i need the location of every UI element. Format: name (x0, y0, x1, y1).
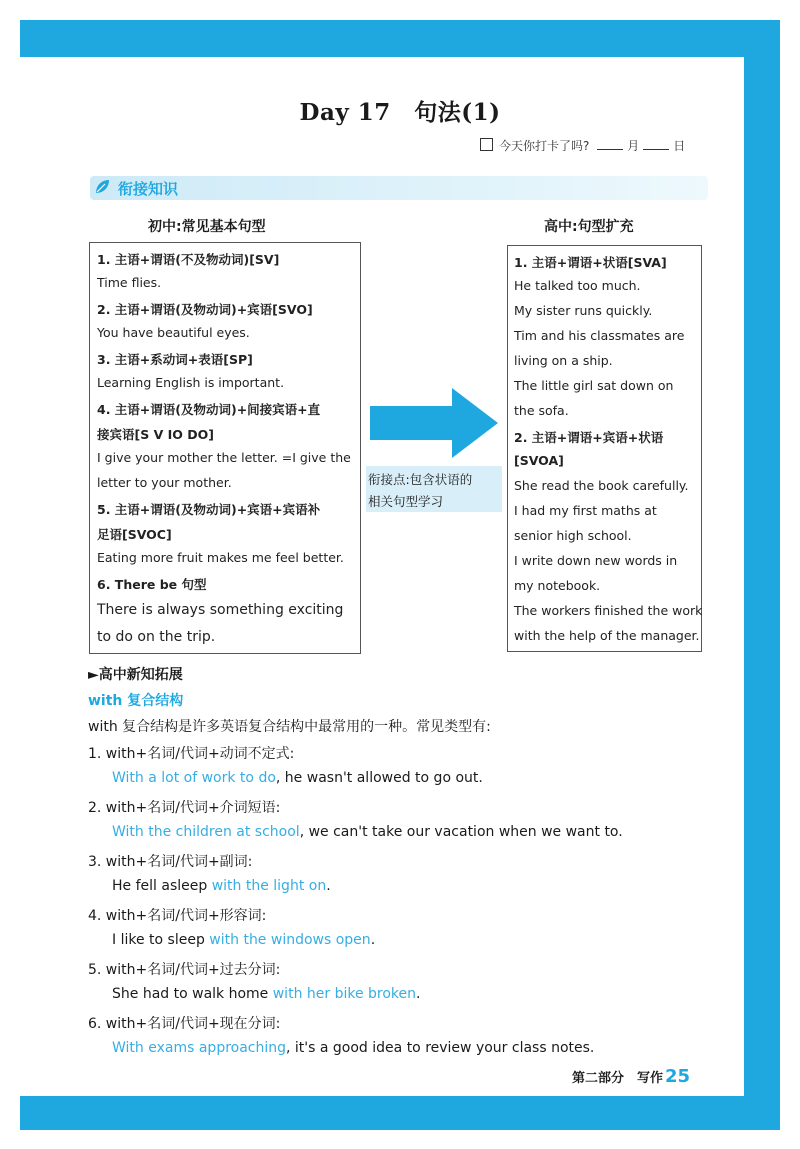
right-border-bar (744, 20, 780, 1130)
structure-item: 2. with+名词/代词+介词短语: (88, 800, 281, 816)
pattern-line: There is always something exciting (97, 602, 344, 618)
section-title: 衔接知识 (118, 180, 179, 198)
extension-heading: ►高中新知拓展 (88, 667, 183, 683)
day-blank (643, 149, 669, 150)
pattern-line: 6. There be 句型 (97, 577, 207, 592)
pattern-line: with the help of the manager. (514, 628, 700, 643)
bridge-note (366, 466, 502, 512)
example-sentence: With a lot of work to do, he wasn't allowed to go out. (112, 770, 483, 786)
pattern-line: senior high school. (514, 528, 632, 543)
checkin-line (480, 137, 685, 154)
pattern-line: 3. 主语+系动词+表语[SP] (97, 352, 253, 367)
structure-item: 4. with+名词/代词+形容词: (88, 908, 267, 924)
pattern-line: You have beautiful eyes. (97, 325, 250, 340)
pattern-line: My sister runs quickly. (514, 303, 653, 318)
example-sentence: I like to sleep with the windows open. (112, 932, 376, 948)
page-footer (572, 1066, 690, 1087)
highlighted-phrase: with the windows open (209, 932, 371, 948)
day-label: 日 (673, 139, 686, 153)
example-sentence: He fell asleep with the light on. (112, 878, 331, 894)
section-header (90, 176, 708, 200)
bridge-note-line: 相关句型学习 (368, 494, 444, 509)
top-border-bar (20, 20, 780, 57)
highlighted-phrase: with her bike broken (272, 986, 417, 1002)
pattern-line: 2. 主语+谓语+宾语+状语 (514, 430, 664, 445)
highlighted-phrase: With a lot of work to do (112, 770, 276, 786)
bridge-note-line: 衔接点:包含状语的 (368, 472, 473, 487)
pattern-line: living on a ship. (514, 353, 613, 368)
highlighted-phrase: With exams approaching (112, 1040, 287, 1056)
month-label: 月 (627, 139, 640, 153)
pattern-line: Time flies. (97, 275, 162, 290)
pattern-line: The workers finished the work (514, 603, 703, 618)
pattern-line: 1. 主语+谓语(不及物动词)[SV] (97, 252, 280, 267)
example-sentence: She had to walk home with her bike broken. (112, 986, 421, 1002)
pattern-line: I give your mother the letter. =I give the (97, 450, 351, 465)
highlighted-phrase: with the light on (211, 878, 327, 894)
senior-patterns-box (507, 245, 702, 652)
highlighted-phrase: With the children at school (112, 824, 300, 840)
example-sentence: With the children at school, we can't take our vacation when we want to. (112, 824, 623, 840)
pattern-line: I had my first maths at (514, 503, 657, 518)
pattern-line: Tim and his classmates are (514, 328, 685, 343)
pattern-line: letter to your mother. (97, 475, 232, 490)
pattern-line: my notebook. (514, 578, 601, 593)
pattern-line: 1. 主语+谓语+状语[SVA] (514, 255, 667, 270)
pattern-line: 接宾语[S V IO DO] (97, 427, 214, 442)
pattern-line: Learning English is important. (97, 375, 285, 390)
extension-intro: with 复合结构是许多英语复合结构中最常用的一种。常见类型有: (88, 719, 491, 735)
pattern-line: 2. 主语+谓语(及物动词)+宾语[SVO] (97, 302, 313, 317)
pattern-line: Eating more fruit makes me feel better. (97, 550, 344, 565)
structure-item: 3. with+名词/代词+副词: (88, 854, 253, 870)
extension-subheading: with 复合结构 (88, 693, 184, 709)
pattern-line: I write down new words in (514, 553, 678, 568)
footer-text: 第二部分 写作 (572, 1071, 664, 1086)
leaf-icon (94, 179, 110, 195)
page-title: Day 17 句法(1) (299, 99, 501, 126)
junior-patterns-box (89, 242, 361, 654)
bottom-border-bar (20, 1096, 780, 1130)
left-column-heading: 初中:常见基本句型 (148, 219, 266, 235)
pattern-line: to do on the trip. (97, 629, 216, 645)
page-number: 25 (665, 1066, 691, 1087)
structure-item: 1. with+名词/代词+动词不定式: (88, 746, 295, 762)
pattern-line: 4. 主语+谓语(及物动词)+间接宾语+直 (97, 402, 321, 417)
pattern-line: 足语[SVOC] (97, 527, 172, 542)
example-sentence: With exams approaching, it's a good idea to review your class notes. (112, 1040, 595, 1056)
structure-item: 6. with+名词/代词+现在分词: (88, 1016, 281, 1032)
right-column-heading: 高中:句型扩充 (544, 219, 634, 235)
arrow-right-icon (370, 388, 498, 458)
checkin-text: 今天你打卡了吗? (499, 139, 590, 153)
checkbox-icon[interactable] (480, 138, 493, 151)
pattern-line: [SVOA] (514, 453, 564, 468)
structure-item: 5. with+名词/代词+过去分词: (88, 962, 281, 978)
pattern-line: He talked too much. (514, 278, 641, 293)
pattern-line: the sofa. (514, 403, 569, 418)
month-blank (597, 149, 623, 150)
pattern-line: She read the book carefully. (514, 478, 689, 493)
pattern-line: The little girl sat down on (514, 378, 674, 393)
pattern-line: 5. 主语+谓语(及物动词)+宾语+宾语补 (97, 502, 321, 517)
